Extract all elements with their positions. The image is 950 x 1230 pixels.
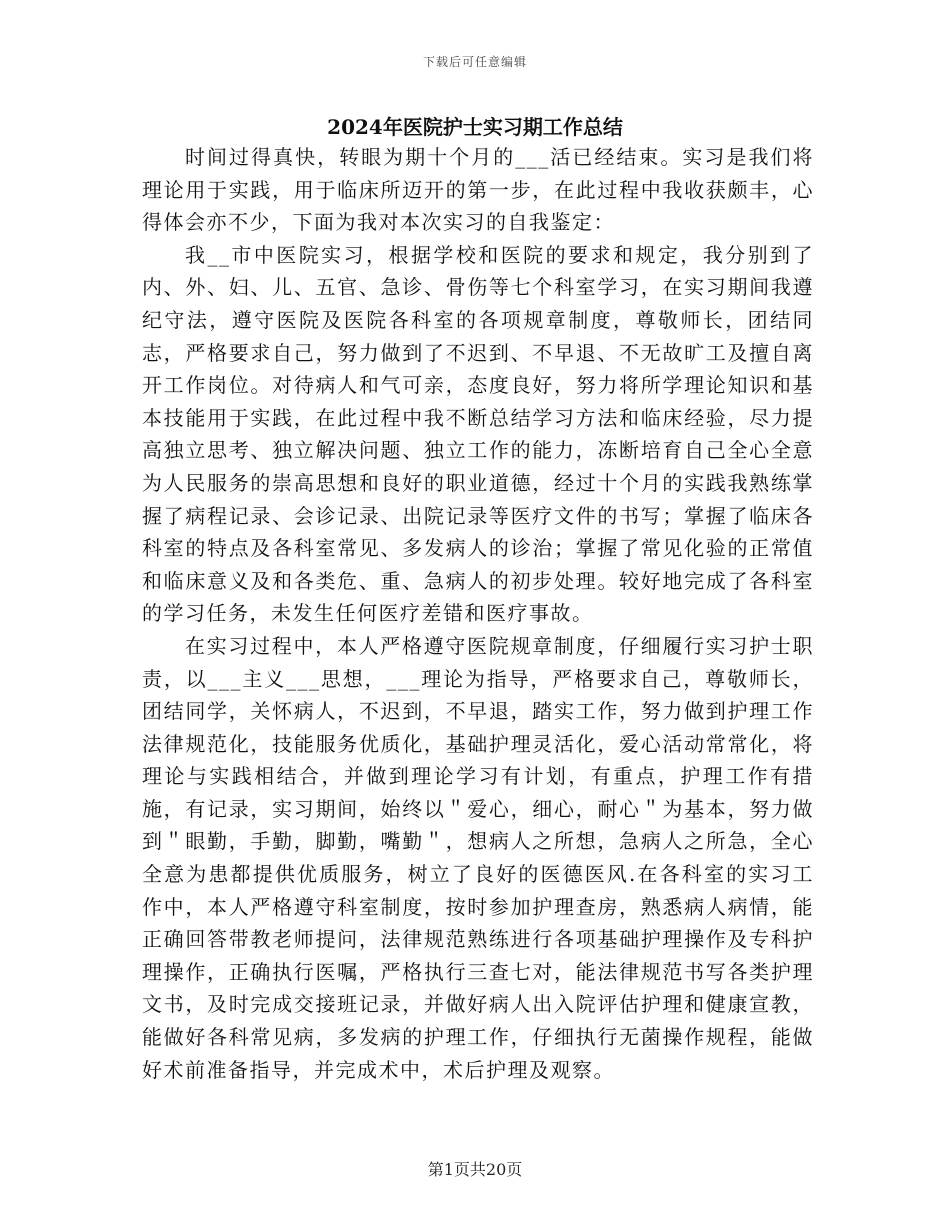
document-body [142,141,814,1086]
page-number-footer: 第1页共20页 [427,1160,523,1179]
paragraph-intro: 时间过得真快，转眼为期十个月的___活已经结束。实习是我们将理论用于实践，用于临床所迈开的第一步，在此过程中我收获颇丰，心得体会亦不少，下面为我对本次实习的自我鉴定： [142,145,814,235]
paragraph-conduct: 在实习过程中，本人严格遵守医院规章制度，仔细履行实习护士职责，以___主义___思想，___理论为指导，严格要求自己，尊敬师长，团结同学，关怀病人，不迟到，不早退，踏实工作，努力做到护理工作法律规范化，技能服务优质化，基础护理灵活化，爱心活动常常化，将理论与实践相结合，并做到理论学习有计划，有重点，护理工作有措施，有记录，实习期间，始终以＂爱心，细心，耐心＂为基本，努力做到＂眼勤，手勤，脚勤，嘴勤＂，想病人之所想，急病人之所急，全心全意为患都提供优质服务，树立了良好的医德医风.在各科室的实习工作中，本人严格遵守科室制度，按时参加护理查房，熟悉病人病情，能正确回答带教老师提问，法律规范熟练进行各项基础护理操作及专科护理操作，正确执行医嘱，严格执行三查七对，能法律规范书写各类护理文书，及时完成交接班记录，并做好病人出入院评估护理和健康宣教，能做好各科常见病，多发病的护理工作，仔细执行无菌操作规程，能做好术前准备指导，并完成术中，术后护理及观察。 [142,633,814,1082]
paragraph-internship: 我__市中医院实习，根据学校和医院的要求和规定，我分别到了内、外、妇、儿、五官、急诊、骨伤等七个科室学习，在实习期间我遵纪守法，遵守医院及医院各科室的各项规章制度，尊敬师长，团结同志，严格要求自己，努力做到了不迟到、不早退、不无故旷工及擅自离开工作岗位。对待病人和气可亲，态度良好，努力将所学理论知识和基本技能用于实践，在此过程中我不断总结学习方法和临床经验，尽力提高独立思考、独立解决问题、独立工作的能力，冻断培育自己全心全意为人民服务的崇高思想和良好的职业道德，经过十个月的实践我熟练掌握了病程记录、会诊记录、出院记录等医疗文件的书写；掌握了临床各科室的特点及各科室常见、多发病人的诊治；掌握了常见化验的正常值和临床意义及和各类危、重、急病人的初步处理。较好地完成了各科室的学习任务，未发生任何医疗差错和医疗事故。 [142,242,814,626]
document-title: 2024年医院护士实习期工作总结 [327,115,623,139]
header-note: 下载后可任意编辑 [422,55,527,69]
